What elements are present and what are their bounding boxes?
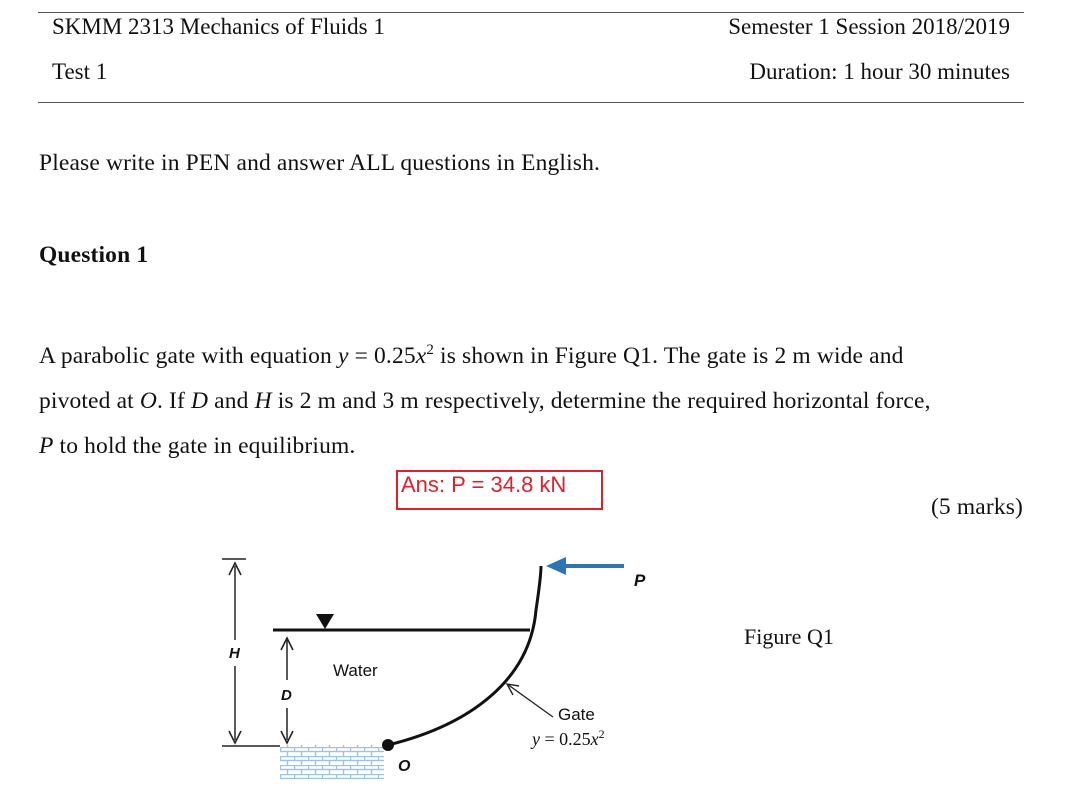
q-text: A parabolic gate with equation [39, 342, 338, 369]
question-line-3 [39, 433, 355, 460]
instruction-text: Please write in PEN and answer ALL questions in English. [39, 150, 601, 176]
q-text: and [208, 388, 255, 414]
figure-caption: Figure Q1 [744, 624, 834, 649]
q-text: = 0.25 [348, 342, 416, 369]
q-exponent: 2 [426, 342, 434, 358]
header-top-rule [38, 12, 1024, 13]
force-p-arrow [546, 557, 624, 575]
question-marks: (5 marks) [930, 494, 1023, 520]
q-var-y: y [337, 342, 349, 369]
semester-session: Semester 1 Session 2018/2019 [728, 14, 1010, 39]
ground-hatch [280, 745, 384, 779]
label-water: Water [333, 661, 378, 680]
label-pivot-o: O [398, 758, 411, 775]
q-text: to hold the gate in equilibrium. [53, 433, 356, 459]
q-text: is 2 m and 3 m respectively, determine the required horizontal force, [271, 388, 931, 414]
answer-text: Ans: P = 34.8 kN [401, 472, 567, 497]
height-dimension-h [222, 559, 300, 746]
q-var-P: P [39, 433, 54, 459]
pivot-point [382, 739, 394, 751]
answer-box [396, 470, 603, 510]
water-surface [273, 614, 530, 630]
eq-y: y [532, 729, 540, 749]
test-duration: Duration: 1 hour 30 minutes [749, 59, 1010, 84]
eq-mid: = 0.25 [540, 729, 591, 749]
header-bottom-rule [38, 102, 1024, 103]
parabolic-gate [388, 566, 541, 745]
label-gate: Gate [558, 705, 595, 724]
q-text: is shown in Figure Q1. The gate is 2 m wide and [434, 342, 904, 369]
label-gate-equation [530, 727, 605, 749]
depth-dimension-d [281, 638, 293, 743]
course-title: SKMM 2313 Mechanics of Fluids 1 [52, 14, 385, 39]
q-text: . If [156, 388, 192, 414]
gate-leader-arrow [507, 684, 553, 717]
test-name: Test 1 [52, 59, 108, 84]
question-line-2 [39, 388, 931, 415]
q-var-H: H [254, 388, 272, 414]
question-title: Question 1 [39, 242, 149, 268]
question-line-1 [39, 342, 904, 370]
q-var-O: O [139, 388, 157, 414]
q-var-x: x [415, 342, 427, 369]
q-var-D: D [191, 388, 209, 414]
eq-exp: 2 [598, 727, 605, 741]
eq-x: x [590, 729, 599, 749]
label-force-p: P [634, 571, 646, 590]
label-d: D [281, 687, 292, 704]
label-h: H [229, 645, 240, 662]
q-text: pivoted at [39, 388, 140, 414]
